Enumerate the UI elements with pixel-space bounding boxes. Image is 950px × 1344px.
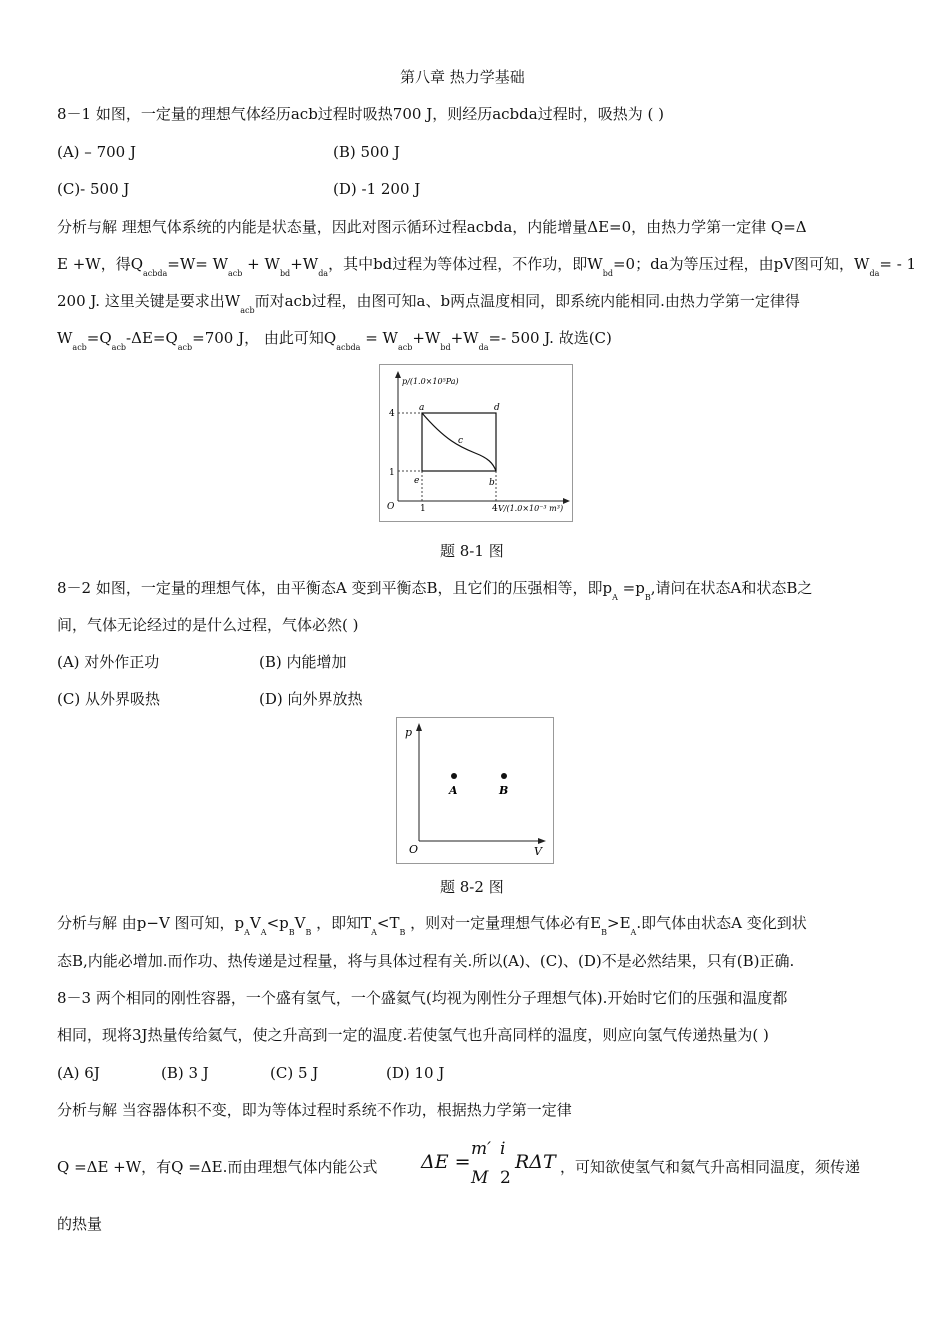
q82-option-a: (A) 对外作正功	[57, 653, 160, 671]
formula-num-m: m′	[471, 1139, 491, 1159]
pv-diagram-8-1	[380, 365, 572, 521]
tick-v4: 4	[492, 504, 498, 514]
q81-answer-line4: $W_{acb}=Q_{acb}-\Delta E=Q_{acb}=700$ J， 由此可知$Q_{acbda} = W_{acb}+W_{bd}+W_{da}=-$ 500 J. 故选(C)	[57, 329, 612, 352]
q81-option-a: (A) – 700 J	[57, 143, 136, 161]
q82-option-c: (C) 从外界吸热	[57, 690, 160, 708]
q82-option-d: (D) 向外界放热	[259, 690, 363, 708]
formula-num-i: i	[500, 1139, 506, 1159]
tick-p4: 4	[389, 409, 395, 419]
q81-option-b: (B) 500 J	[333, 143, 400, 161]
origin-label: O	[409, 843, 419, 856]
state-b-label: B	[499, 784, 509, 797]
q83-stem-line1: 8－3 两个相同的刚性容器，一个盛有氢气，一个盛氦气(均视为刚性分子理想气体).开始时它们的压强和温度都	[57, 989, 788, 1007]
y-axis-arrow-icon	[416, 723, 422, 731]
q82-option-b: (B) 内能增加	[259, 653, 347, 671]
x-axis-arrow-icon	[538, 838, 546, 844]
q81-option-d: (D) -1 200 J	[333, 180, 421, 198]
q81-answer-line3: 200 J. 这里关键是要求出$W_{acb}$而对acb过程，由图可知a、b两点温度相同，即系统内能相同.由热力学第一定律得	[57, 292, 800, 315]
point-d-label: d	[494, 403, 500, 413]
q82-stem-line1: 8－2 如图，一定量的理想气体，由平衡态A 变到平衡态B，且它们的压强相等，即$p_A =p_B$,请问在状态A和状态B之	[57, 579, 813, 602]
point-a-label: a	[419, 403, 425, 413]
q81-answer-line2: E +W，得$Q_{acbda}=W= W_{acb} + W_{bd}+W_{da}$，其中bd过程为等体过程，不作功，即$W_{bd}=0$；da为等压过程，由pV图可知，$W_{da}= - 1$	[57, 255, 917, 278]
formula-den-2: 2	[500, 1168, 511, 1188]
q83-answer-line3: 的热量	[57, 1215, 103, 1233]
q83-answer-line2b: ，可知欲使氢气和氦气升高相同温度，须传递	[560, 1158, 861, 1176]
figure-8-1-caption: 题 8-1 图	[440, 542, 504, 560]
tick-v1: 1	[420, 504, 426, 514]
figure-8-2-caption: 题 8-2 图	[440, 878, 504, 896]
q83-option-b: (B) 3 J	[161, 1064, 209, 1082]
page-title: 第八章 热力学基础	[400, 68, 525, 86]
q83-answer-line2a: Q =ΔE +W，有Q =ΔE.而由理想气体内能公式	[57, 1158, 378, 1176]
q83-answer-line1: 分析与解 当容器体积不变，即为等体过程时系统不作功，根据热力学第一定律	[57, 1101, 572, 1119]
q81-stem: 8－1 如图，一定量的理想气体经历acb过程时吸热700 J，则经历acbda过程时，吸热为 ( )	[57, 105, 664, 123]
state-a-label: A	[449, 784, 458, 797]
y-axis-label: p	[405, 726, 413, 739]
state-a-point	[451, 773, 457, 779]
point-b-label: b	[489, 478, 495, 488]
origin-label: O	[387, 502, 395, 512]
point-c-label: c	[458, 436, 464, 446]
formula-lhs: ΔE =	[421, 1151, 471, 1173]
q81-answer-line1: 分析与解 理想气体系统的内能是状态量，因此对图示循环过程acbda，内能增量ΔE=0，由热力学第一定律 Q=Δ	[57, 218, 807, 236]
q82-answer-line1: 分析与解 由p−V 图可知，$p_AV_A<p_BV_B$ ，即知$T_A<T_B$ ，则对一定量理想气体必有$E_B>E_A$.即气体由状态A 变化到状	[57, 914, 807, 937]
q83-option-c: (C) 5 J	[270, 1064, 319, 1082]
figure-8-2	[396, 717, 554, 864]
q83-option-d: (D) 10 J	[386, 1064, 445, 1082]
x-axis-label: V	[534, 845, 542, 858]
y-axis-label: p/(1.0×10⁵Pa)	[402, 377, 459, 386]
state-b-point	[501, 773, 507, 779]
q81-option-c: (C)- 500 J	[57, 180, 130, 198]
q82-stem-line2: 间，气体无论经过的是什么过程，气体必然( )	[57, 616, 359, 634]
figure-8-1	[379, 364, 573, 522]
x-axis-label: V/(1.0×10⁻³ m³)	[498, 504, 564, 513]
y-axis-arrow-icon	[395, 371, 401, 378]
q83-stem-line2: 相同，现将3J热量传给氦气，使之升高到一定的温度.若使氢气也升高同样的温度，则应向氢气传递热量为( )	[57, 1026, 769, 1044]
x-axis-arrow-icon	[563, 498, 570, 504]
formula-rhs: RΔT	[515, 1151, 556, 1173]
q82-answer-line2: 态B,内能必增加.而作功、热传递是过程量，将与具体过程有关.所以(A)、(C)、(D)不是必然结果，只有(B)正确.	[57, 952, 795, 970]
internal-energy-formula	[421, 1139, 556, 1193]
pv-diagram-8-2	[397, 718, 553, 863]
q83-option-a: (A) 6J	[57, 1064, 100, 1082]
formula-den-m: M	[471, 1168, 489, 1188]
point-e-label: e	[414, 476, 420, 486]
tick-p1: 1	[389, 468, 395, 478]
